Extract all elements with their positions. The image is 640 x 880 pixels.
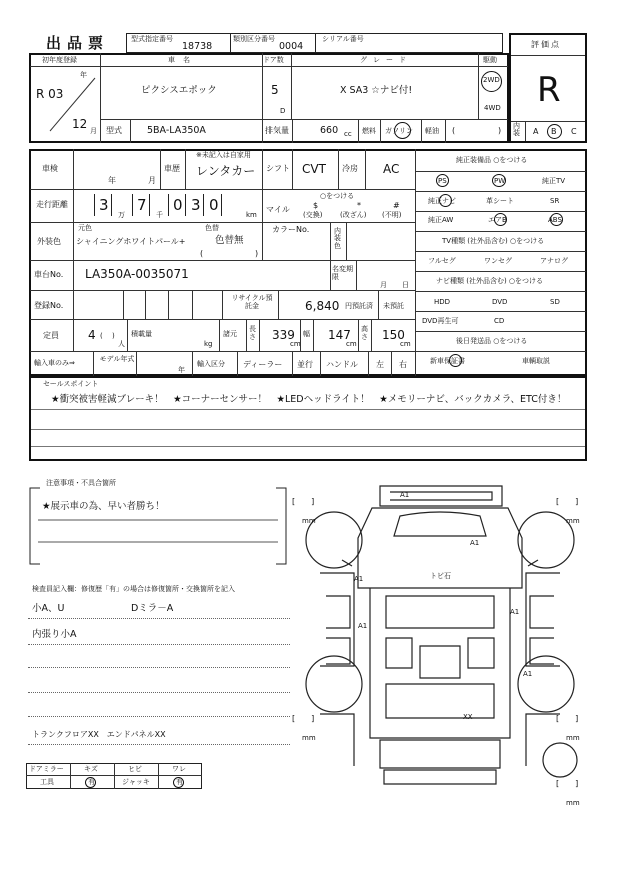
height-label: 高さ [361, 325, 368, 341]
page-title: 出品票 [46, 34, 110, 52]
aircon-value: AC [383, 162, 400, 176]
colorno-label: カラーNo. [272, 225, 310, 234]
inspector-label: 検査員記入欄：修復歴「有」の場合は修復箇所・交換箇所を記入 [32, 585, 235, 593]
type-designation-box [126, 33, 231, 53]
drive-2wd: 2WD [483, 76, 500, 84]
registration-label: 登録No. [34, 301, 64, 310]
mm-label-spare: mm [566, 799, 580, 807]
import-cat-label: 輸入区分 [197, 360, 225, 368]
door-label: ドア数 [263, 56, 284, 64]
legend-tools: 工具 [40, 778, 54, 786]
original-color-label: 元色 [78, 224, 92, 232]
interior-color-label: 内装色 [334, 227, 341, 250]
inspection-year-label: 年 [108, 176, 116, 185]
genuine-title: 純正装備品 ○をつける [456, 156, 528, 164]
equipment-panel [416, 149, 586, 376]
shift-value: CVT [302, 162, 326, 176]
type-designation-value: 18738 [182, 41, 213, 52]
size-label: 諸元 [223, 330, 237, 338]
exchange-label: (交換) [303, 211, 323, 219]
interior-b: B [551, 127, 557, 136]
model-label: 型式 [106, 126, 122, 135]
notes-area [28, 480, 290, 570]
color-change: 色替無 [215, 235, 244, 246]
spare-tire [540, 740, 580, 780]
ps-option: PS [438, 177, 447, 185]
category-label: 類別区分番号 [233, 35, 275, 43]
mm-label-fr: mm [566, 517, 580, 525]
original-color: シャイニングホワイトパール+ [76, 237, 186, 246]
legend-ware: ワレ [172, 765, 186, 773]
model-year-unit: 年 [178, 366, 185, 374]
serial-label: シリアル番号 [322, 35, 364, 43]
damage-tobi-ishi: トビ石 [430, 572, 451, 580]
first-reg-month: 12 [72, 117, 88, 131]
dvd-option: DVD [492, 298, 508, 306]
light-label: 軽油 [425, 127, 439, 135]
damage-a1-left-door: A1 [358, 622, 368, 630]
fullseg-option: フルセグ [428, 257, 456, 265]
warranty-option: 新車保証書 [430, 357, 465, 365]
grade-label: グレード [360, 56, 412, 64]
chassis-label: 車台No. [34, 270, 64, 279]
exchange-symbol: $ [313, 201, 319, 210]
jack-circle [173, 777, 184, 788]
drive-label: 駆動 [483, 56, 497, 64]
km-label: km [246, 211, 257, 219]
dvd-play-option: DVD再生可 [422, 317, 459, 325]
color-paren-close: ) [255, 249, 259, 258]
man-label: 万 [118, 211, 125, 219]
interior-label: 内装 [513, 122, 520, 137]
sen-label: 千 [156, 211, 163, 219]
month-label: 月 [90, 127, 97, 135]
manual-option: 車輌取説 [522, 357, 550, 365]
notes-bracket [28, 484, 290, 570]
unknown-symbol: # [393, 201, 400, 210]
notes-label: 注意事項・不具合箇所 [46, 479, 116, 487]
handle-right: 右 [399, 360, 407, 369]
category-value: 0004 [279, 41, 304, 52]
width-value: 147 [328, 328, 351, 342]
mileage-digit-4: 3 [191, 196, 201, 214]
height-value: 150 [382, 328, 405, 342]
tampered-symbol: * [357, 201, 361, 210]
legend-jack: ジャッキ [122, 778, 150, 786]
navi-type-title: ナビ種類 (社外品含む) ○をつける [436, 277, 544, 285]
sales-text: ★衝突被害軽減ブレーキ！ ★コーナーセンサー！ ★LEDヘッドライト！ ★メモリーナビ、バックカメラ、ETC付き！ [51, 394, 567, 405]
mileage-digit-2: 7 [137, 196, 147, 214]
fuel-value: ガソリン [385, 127, 413, 135]
handle-label: ハンドル [326, 360, 358, 369]
shift-label: シフト [266, 164, 290, 173]
length-unit: cm [290, 340, 301, 348]
airbag-option: エアB [488, 216, 507, 224]
recycle-label: リサイクル預託金 [231, 294, 273, 311]
mm-label-rl: mm [302, 734, 316, 742]
legend-door-mirror: ドアミラー [29, 765, 64, 773]
door-count: 5 [271, 83, 279, 97]
mileage-digit-5: 0 [209, 196, 219, 214]
fuel-label: 燃料 [362, 127, 376, 135]
first-reg-era: R 03 [36, 87, 64, 101]
damage-a1-front: A1 [400, 491, 410, 499]
inspector-line-1: 小A、U Dミラ－A [32, 603, 174, 614]
pw-option: PW [494, 177, 506, 185]
interior-c: C [571, 127, 577, 136]
damage-xx-trunk: XX [463, 713, 473, 721]
exterior-label: 外装色 [37, 237, 61, 246]
damage-a1-hood: A1 [470, 539, 480, 547]
displacement-value: 660 [320, 125, 339, 136]
interior-b-circle [547, 124, 562, 139]
not-deposited-label: 未預託 [383, 302, 404, 310]
height-unit: cm [400, 340, 411, 348]
ps-circle [436, 174, 449, 187]
name-change-label: 名変期限 [332, 265, 353, 281]
recycle-value: 6,840 [305, 299, 340, 313]
tools-circle [85, 777, 96, 788]
load-unit: kg [204, 340, 213, 348]
inspector-line-3: トランクフロアXX エンドパネルXX [32, 730, 166, 739]
car-name: ピクシスエポック [141, 85, 217, 96]
notes-text: ★展示車の為、早い者勝ち！ [42, 501, 165, 512]
capacity-value: 4 [88, 328, 96, 342]
unknown-label: (不明) [382, 211, 402, 219]
navi-circle [439, 194, 452, 207]
legend-hibi: ヒビ [128, 765, 142, 773]
name-change-month: 月 [380, 281, 387, 289]
sales-label: セールスポイント [43, 380, 99, 388]
airbag-circle [494, 213, 507, 226]
pw-circle [492, 174, 506, 187]
load-label: 積載量 [131, 330, 152, 338]
width-unit: cm [346, 340, 357, 348]
sr-option: SR [550, 197, 560, 205]
mileage-label: 走行距離 [36, 200, 68, 209]
legend-table [26, 763, 202, 789]
abs-circle [550, 213, 563, 226]
legend-tools-present: 有 [88, 778, 95, 786]
inspection-month-label: 月 [148, 176, 156, 185]
leather-option: 革シート [486, 197, 514, 205]
hdd-option: HDD [434, 298, 451, 306]
capacity-label: 定員 [43, 331, 59, 340]
aircon-label: 冷房 [342, 164, 358, 173]
model-value: 5BA-LA350A [147, 125, 206, 136]
mileage-mark-note: ○をつける [320, 192, 355, 200]
grade-value: X SA3 ☆ナビ付! [340, 85, 413, 96]
category-box [230, 33, 316, 53]
length-value: 339 [272, 328, 295, 342]
evaluation-box [509, 33, 587, 143]
tampered-label: (改ざん) [340, 211, 367, 219]
usage-label: 車歴 [164, 164, 180, 173]
sales-points-box [29, 376, 587, 461]
navi-option: 純正ナビ [428, 197, 456, 205]
damage-a1-right-rear: A1 [523, 670, 533, 678]
legend-jack-present: 有 [176, 778, 183, 786]
chassis-number: LA350A-0035071 [85, 267, 189, 281]
evaluation-label: 評価点 [531, 40, 561, 49]
year-label: 年 [80, 71, 87, 79]
handle-left: 左 [376, 360, 384, 369]
tv-option: 純正TV [542, 177, 566, 185]
inspector-line-2: 内張り小A [32, 629, 77, 640]
dealer-option: ディーラー [243, 360, 283, 369]
parallel-option: 並行 [297, 360, 313, 369]
displacement-label: 排気量 [265, 126, 289, 135]
inspection-label: 車検 [42, 164, 58, 173]
width-label: 幅 [303, 330, 310, 338]
first-reg-label: 初年度登録 [42, 56, 77, 64]
length-label: 長さ [249, 325, 256, 341]
usage-note: ※未記入は自家用 [196, 151, 251, 159]
drive-2wd-circle [481, 71, 502, 92]
interior-a: A [533, 127, 539, 136]
door-suffix: D [280, 107, 286, 115]
cc-label: cc [344, 130, 352, 138]
drive-4wd: 4WD [484, 104, 501, 112]
color-paren-open: ( [200, 249, 204, 258]
evaluation-score: R [537, 70, 561, 110]
color-no-label: 色替 [205, 224, 219, 232]
fuel-circle [394, 122, 411, 139]
model-year-label: モデル年式 [99, 355, 135, 363]
mileage-digit-1: 3 [99, 196, 109, 214]
serial-box [315, 33, 503, 53]
mm-label-rr: mm [566, 734, 580, 742]
sd-option: SD [550, 298, 560, 306]
car-name-label: 車名 [168, 56, 198, 64]
warranty-circle [449, 354, 462, 367]
usage-value: レンタカー [196, 164, 256, 178]
cd-option: CD [494, 317, 505, 325]
tv-type-title: TV種類 (社外品含む) ○をつける [442, 237, 545, 245]
mm-label-fl: mm [302, 517, 316, 525]
mileage-digits [80, 192, 260, 222]
later-title: 後日発送品 ○をつける [456, 337, 528, 345]
aw-option: 純正AW [428, 216, 454, 224]
type-designation-label: 型式指定番号 [131, 35, 173, 43]
capacity-unit: 人 [118, 340, 125, 348]
oneseg-option: ワンセグ [484, 257, 512, 265]
mile-label: マイル [266, 205, 290, 214]
import-label: 輸入車のみ⇒ [34, 359, 75, 367]
damage-a1-right-door: A1 [510, 608, 520, 616]
legend-kizu: キズ [84, 765, 98, 773]
damage-a1-left: A1 [354, 575, 364, 583]
recycle-unit: 円預託済 [345, 302, 373, 310]
analog-option: アナログ [540, 257, 568, 265]
abs-option: ABS [548, 216, 562, 224]
mileage-digit-3: 0 [173, 196, 183, 214]
